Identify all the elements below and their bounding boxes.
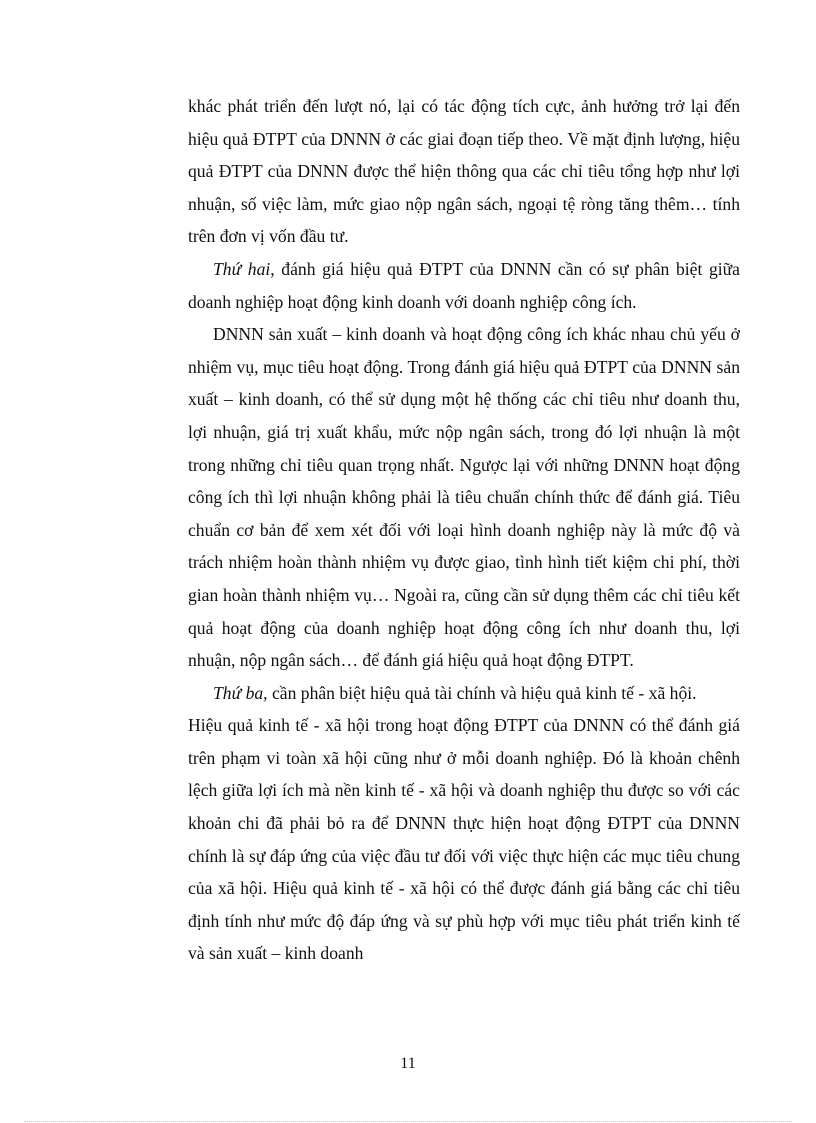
page-number: 11 xyxy=(400,1055,416,1072)
paragraph-4-text: , cần phân biệt hiệu quả tài chính và hiệu quả kinh tế - xã hội. xyxy=(263,682,697,703)
body-text xyxy=(188,90,740,970)
paragraph-2-lead: Thứ hai xyxy=(213,258,271,279)
paragraph-4-lead: Thứ ba xyxy=(213,682,264,703)
paragraph-2-text: , đánh giá hiệu quả ĐTPT của DNNN cần có sự phân biệt giữa doanh nghiệp hoạt động kinh doanh với doanh nghiệp công ích. xyxy=(188,258,740,312)
paragraph-2 xyxy=(188,253,740,318)
paragraph-5: Hiệu quả kinh tế - xã hội trong hoạt động ĐTPT của DNNN có thể đánh giá trên phạm vi toàn xã hội cũng như ở mỗi doanh nghiệp. Đó là khoản chênh lệch giữa lợi ích mà nền kinh tế - xã hội và doanh nghiệp thu được so với các khoản chi đã phải bỏ ra để DNNN thực hiện hoạt động ĐTPT của DNNN chính là sự đáp ứng của việc đầu tư đối với việc thực hiện các mục tiêu chung của xã hội. Hiệu quả kinh tế - xã hội có thể được đánh giá bằng các chỉ tiêu định tính như mức độ đáp ứng và sự phù hợp với mục tiêu phát triển kinh tế và sản xuất – kinh doanh xyxy=(188,715,740,964)
paragraph-1: khác phát triển đến lượt nó, lại có tác động tích cực, ảnh hưởng trở lại đến hiệu quả ĐTPT của DNNN ở các giai đoạn tiếp theo. Về mặt định lượng, hiệu quả ĐTPT của DNNN được thể hiện thông qua các chỉ tiêu tổng hợp như lợi nhuận, số việc làm, mức giao nộp ngân sách, ngoại tệ ròng tăng thêm… tính trên đơn vị vốn đầu tư. xyxy=(188,96,740,247)
page-bottom-divider xyxy=(24,1121,792,1122)
paragraph-4 xyxy=(188,677,740,710)
paragraph-3: DNNN sản xuất – kinh doanh và hoạt động công ích khác nhau chủ yếu ở nhiệm vụ, mục tiêu hoạt động. Trong đánh giá hiệu quả ĐTPT của DNNN sản xuất – kinh doanh, có thể sử dụng một hệ thống các chỉ tiêu như doanh thu, lợi nhuận, giá trị xuất khẩu, mức nộp ngân sách, trong đó lợi nhuận là một trong những chỉ tiêu quan trọng nhất. Ngược lại với những DNNN hoạt động công ích thì lợi nhuận không phải là tiêu chuẩn chính thức để đánh giá. Tiêu chuẩn cơ bản để xem xét đối với loại hình doanh nghiệp này là mức độ và trách nhiệm hoàn thành nhiệm vụ được giao, tình hình tiết kiệm chi phí, thời gian hoàn thành nhiệm vụ… Ngoài ra, cũng cần sử dụng thêm các chỉ tiêu kết quả hoạt động của doanh nghiệp hoạt động công ích như doanh thu, lợi nhuận, nộp ngân sách… để đánh giá hiệu quả hoạt động ĐTPT. xyxy=(188,324,740,671)
